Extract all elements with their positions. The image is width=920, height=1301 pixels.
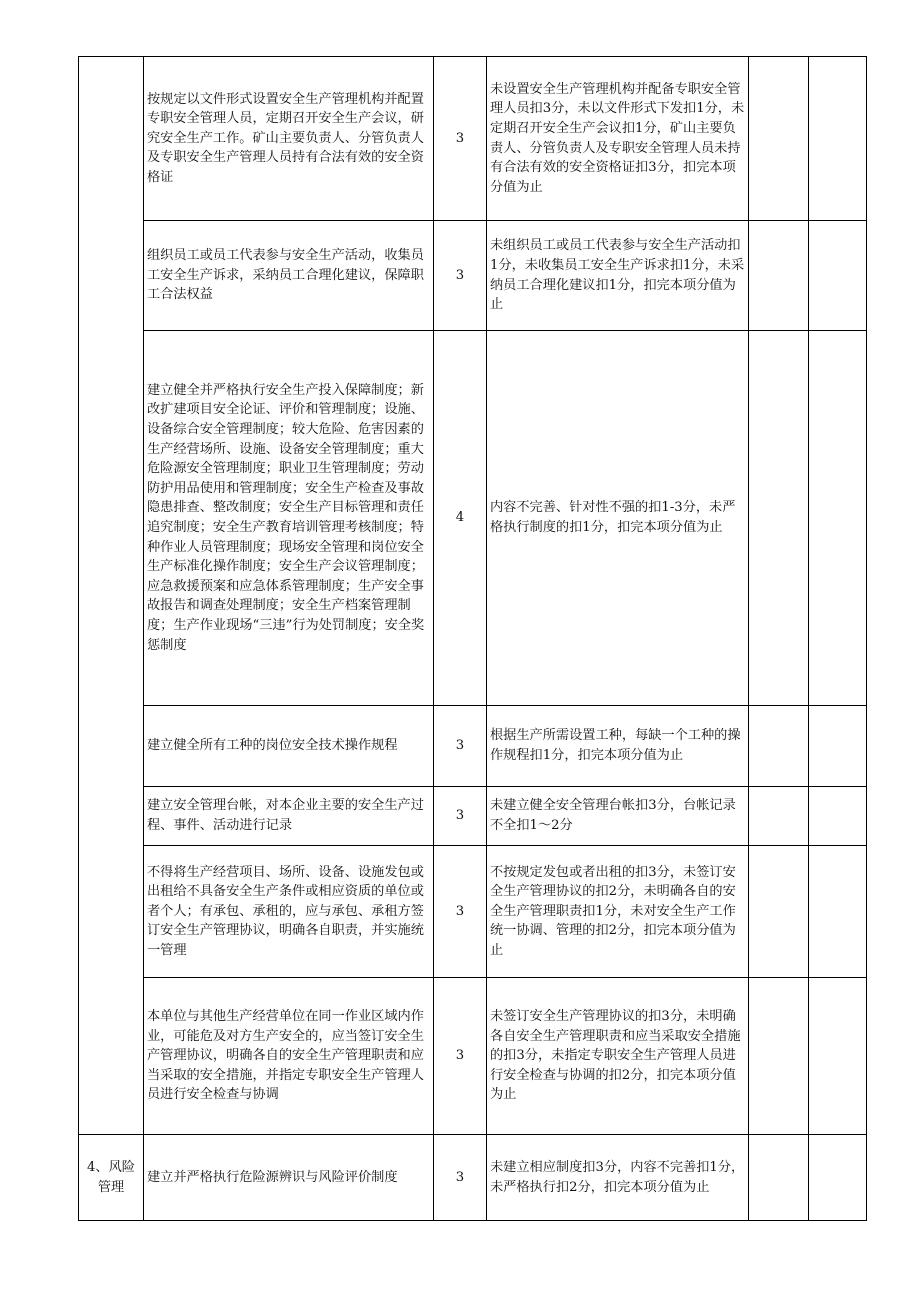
table-row xyxy=(79,1135,867,1221)
note-cell xyxy=(809,787,867,846)
note-cell xyxy=(809,1135,867,1221)
note-cell xyxy=(809,706,867,787)
table-row xyxy=(79,706,867,787)
score-cell: 3 xyxy=(434,706,487,787)
note-cell xyxy=(809,978,867,1135)
score-cell: 3 xyxy=(434,978,487,1135)
deduction-rule-cell: 未建立相应制度扣3分，内容不完善扣1分，未严格执行扣2分，扣完本项分值为止 xyxy=(487,1135,749,1221)
table-row xyxy=(79,221,867,331)
requirement-cell: 本单位与其他生产经营单位在同一作业区域内作业，可能危及对方生产安全的，应当签订安全生产管理协议，明确各自的安全生产管理职责和应当采取的安全措施，并指定专职安全生产管理人员进行安全检查与协调 xyxy=(144,978,434,1135)
category-cell: 4、风险管理 xyxy=(79,1135,144,1221)
note-cell xyxy=(809,846,867,978)
note-cell xyxy=(809,57,867,221)
deduction-rule-cell: 根据生产所需设置工种，每缺一个工种的操作规程扣1分，扣完本项分值为止 xyxy=(487,706,749,787)
note-cell xyxy=(809,221,867,331)
deduction-rule-cell: 未签订安全生产管理协议的扣3分，未明确各自安全生产管理职责和应当采取安全措施的扣3分，未指定专职安全生产管理人员进行安全检查与协调的扣2分，扣完本项分值为止 xyxy=(487,978,749,1135)
deduction-rule-cell: 内容不完善、针对性不强的扣1-3分，未严格执行制度的扣1分，扣完本项分值为止 xyxy=(487,331,749,706)
score-cell: 3 xyxy=(434,57,487,221)
deduction-rule-cell: 未设置安全生产管理机构并配备专职安全管理人员扣3分，未以文件形式下发扣1分，未定期召开安全生产会议扣1分，矿山主要负责人、分管负责人及专职安全管理人员未持有合法有效的安全资格证扣3分，扣完本项分值为止 xyxy=(487,57,749,221)
safety-standard-table xyxy=(78,56,867,1221)
table-row xyxy=(79,57,867,221)
note-cell xyxy=(809,331,867,706)
result-cell xyxy=(749,57,809,221)
result-cell xyxy=(749,706,809,787)
deduction-rule-cell: 不按规定发包或者出租的扣3分，未签订安全生产管理协议的扣2分，未明确各自的安全生产管理职责扣1分，未对安全生产工作统一协调、管理的扣2分，扣完本项分值为止 xyxy=(487,846,749,978)
score-cell: 3 xyxy=(434,221,487,331)
table-row xyxy=(79,846,867,978)
requirement-cell: 不得将生产经营项目、场所、设备、设施发包或出租给不具备安全生产条件或相应资质的单位或者个人；有承包、承租的，应与承包、承租方签订安全生产管理协议，明确各自职责，并实施统一管理 xyxy=(144,846,434,978)
table-row xyxy=(79,978,867,1135)
category-cell xyxy=(79,57,144,1135)
deduction-rule-cell: 未组织员工或员工代表参与安全生产活动扣1分，未收集员工安全生产诉求扣1分，未采纳员工合理化建议扣1分，扣完本项分值为止 xyxy=(487,221,749,331)
requirement-cell: 组织员工或员工代表参与安全生产活动，收集员工安全生产诉求，采纳员工合理化建议，保障职工合法权益 xyxy=(144,221,434,331)
table-row xyxy=(79,331,867,706)
result-cell xyxy=(749,1135,809,1221)
table-row xyxy=(79,787,867,846)
score-cell: 3 xyxy=(434,787,487,846)
result-cell xyxy=(749,787,809,846)
deduction-rule-cell: 未建立健全安全管理台帐扣3分，台帐记录不全扣1～2分 xyxy=(487,787,749,846)
requirement-cell: 建立并严格执行危险源辨识与风险评价制度 xyxy=(144,1135,434,1221)
score-cell: 3 xyxy=(434,1135,487,1221)
requirement-cell: 建立安全管理台帐，对本企业主要的安全生产过程、事件、活动进行记录 xyxy=(144,787,434,846)
result-cell xyxy=(749,978,809,1135)
requirement-cell: 按规定以文件形式设置安全生产管理机构并配置专职安全管理人员，定期召开安全生产会议，研究安全生产工作。矿山主要负责人、分管负责人及专职安全生产管理人员持有合法有效的安全资格证 xyxy=(144,57,434,221)
result-cell xyxy=(749,331,809,706)
score-cell: 3 xyxy=(434,846,487,978)
score-cell: 4 xyxy=(434,331,487,706)
requirement-cell: 建立健全并严格执行安全生产投入保障制度；新改扩建项目安全论证、评价和管理制度；设施、设备综合安全管理制度；较大危险、危害因素的生产经营场所、设施、设备安全管理制度；重大危险源安全管理制度；职业卫生管理制度；劳动防护用品使用和管理制度；安全生产检查及事故隐患排查、整改制度；安全生产目标管理和责任追究制度；安全生产教育培训管理考核制度；特种作业人员管理制度；现场安全管理和岗位安全生产标准化操作制度；安全生产会议管理制度；应急救援预案和应急体系管理制度；生产安全事故报告和调查处理制度；安全生产档案管理制度；生产作业现场“三违”行为处罚制度；安全奖惩制度 xyxy=(144,331,434,706)
document-page xyxy=(78,56,867,1221)
result-cell xyxy=(749,221,809,331)
result-cell xyxy=(749,846,809,978)
requirement-cell: 建立健全所有工种的岗位安全技术操作规程 xyxy=(144,706,434,787)
